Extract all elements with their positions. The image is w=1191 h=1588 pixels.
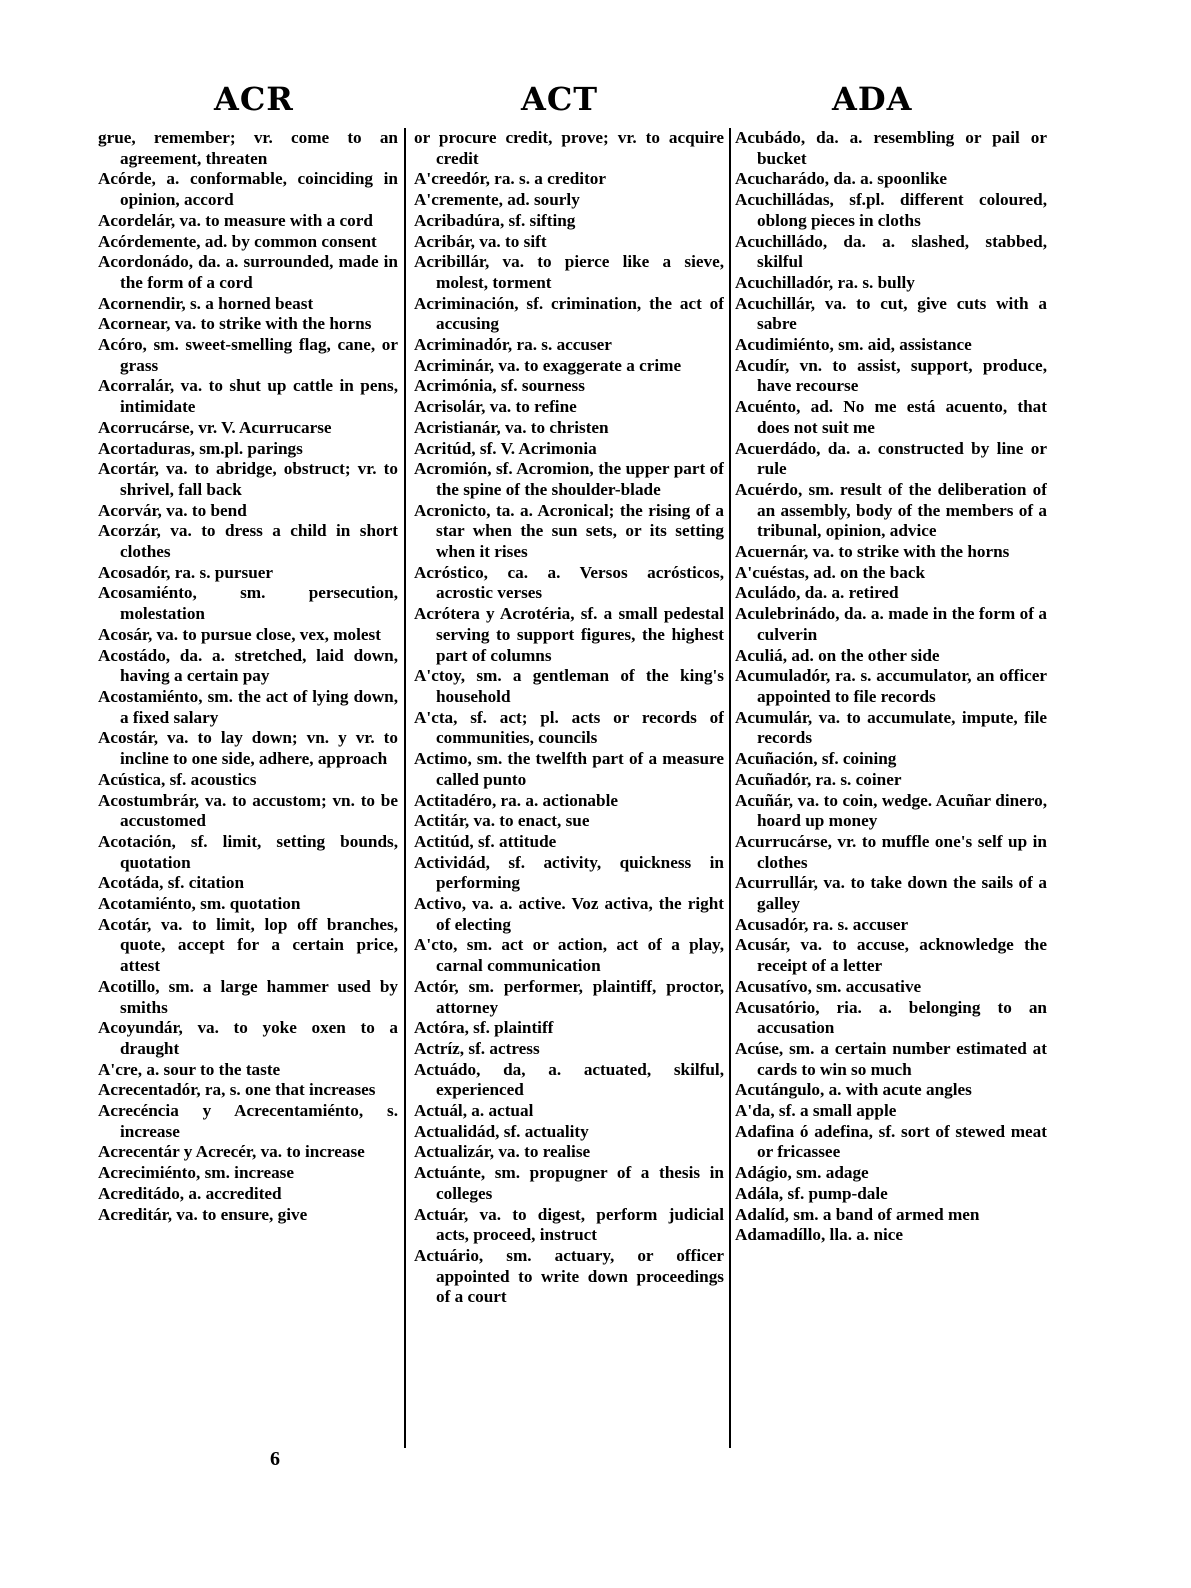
dictionary-entry: Acuchilládo, da. a. slashed, stabbed, skilful xyxy=(735,231,1047,272)
dictionary-entry: Acotáda, sf. citation xyxy=(98,873,245,893)
dictionary-entry: Acrecentár y Acrecér, va. to increase xyxy=(98,1142,365,1162)
dictionary-entry: Acromión, sf. Acromion, the upper part of the spine of the shoulder-blade xyxy=(414,459,724,499)
dictionary-entry: Aculiá, ad. on the other side xyxy=(735,645,940,665)
dictionary-entry: A'cremente, ad. sourly xyxy=(414,190,580,210)
dictionary-entry: A'da, sf. a small apple xyxy=(735,1101,897,1121)
dictionary-entry: Acúse, sm. a certain number estimated at cards to win so much xyxy=(735,1038,1047,1079)
dictionary-entry: Acrisolár, va. to refine xyxy=(414,397,577,417)
dictionary-entry: Acortaduras, sm.pl. parings xyxy=(98,438,303,458)
dictionary-entry: Acoyundár, va. to yoke oxen to a draught xyxy=(98,1018,398,1058)
dictionary-entry: Acusatívo, sm. accusative xyxy=(735,976,922,996)
dictionary-entry: Acostumbrár, va. to accustom; vn. to be accustomed xyxy=(98,790,398,831)
dictionary-entry: A'cta, sf. act; pl. acts or records of communities, councils xyxy=(414,707,724,748)
dictionary-entry: Acuchillár, va. to cut, give cuts with a sabre xyxy=(735,293,1047,334)
dictionary-entry: Acudír, vn. to assist, support, produce, have recourse xyxy=(735,355,1047,396)
dictionary-entry: Aculádo, da. a. retired xyxy=(735,583,899,603)
dictionary-entry: Actitár, va. to enact, sue xyxy=(414,811,590,831)
column-right xyxy=(735,128,1047,1448)
dictionary-entry: Actóra, sf. plaintiff xyxy=(414,1018,554,1038)
dictionary-entry: Acuñación, sf. coining xyxy=(735,749,897,769)
dictionary-entry: Acurrullár, va. to take down the sails of a galley xyxy=(735,873,1047,914)
header-center: ACT xyxy=(521,80,599,118)
dictionary-entry: Acústica, sf. acoustics xyxy=(98,769,257,789)
dictionary-entry: Actividád, sf. activity, quickness in performing xyxy=(414,852,724,893)
dictionary-entry: Acusadór, ra. s. accuser xyxy=(735,914,909,934)
dictionary-entry: Acucharádo, da. a. spoonlike xyxy=(735,169,948,189)
dictionary-entry: Acriminación, sf. crimination, the act of accusing xyxy=(414,293,724,334)
dictionary-entry: Acurrucárse, vr. to muffle one's self up in clothes xyxy=(735,831,1047,872)
dictionary-entry: Acribár, va. to sift xyxy=(414,231,547,251)
dictionary-entry: Acostamiénto, sm. the act of lying down, a fixed salary xyxy=(98,686,398,727)
dictionary-entry: Acuñadór, ra. s. coiner xyxy=(735,769,902,789)
dictionary-entry: Acotillo, sm. a large hammer used by smiths xyxy=(98,976,398,1017)
dictionary-entry: Acotamiénto, sm. quotation xyxy=(98,894,301,914)
dictionary-entry: Acróstico, ca. a. Versos acrósticos, acrostic verses xyxy=(414,562,724,603)
dictionary-entry: A'creedór, ra. s. a creditor xyxy=(414,169,607,189)
dictionary-entry: Actualidád, sf. actuality xyxy=(414,1121,589,1141)
dictionary-entry: or procure credit, prove; vr. to acquire credit xyxy=(414,128,724,168)
dictionary-entry: Acosamiénto, sm. persecution, molestation xyxy=(98,583,398,624)
dictionary-entry: Actór, sm. performer, plaintiff, proctor, attorney xyxy=(414,976,724,1017)
dictionary-entry: Acribillár, va. to pierce like a sieve, molest, torment xyxy=(414,252,724,292)
dictionary-entry: Actualizár, va. to realise xyxy=(414,1142,591,1162)
dictionary-entry: Acostádo, da. a. stretched, laid down, having a certain pay xyxy=(98,645,398,686)
dictionary-entry: Acusár, va. to accuse, acknowledge the receipt of a letter xyxy=(735,935,1047,976)
dictionary-entry: Acosadór, ra. s. pursuer xyxy=(98,562,274,582)
dictionary-entry: Actuário, sm. actuary, or officer appointed to write down proceedings of a court xyxy=(414,1245,724,1307)
dictionary-entry: Acosár, va. to pursue close, vex, molest xyxy=(98,624,381,644)
dictionary-entry: Actuár, va. to digest, perform judicial acts, proceed, instruct xyxy=(414,1204,724,1245)
running-headers xyxy=(0,80,1191,132)
dictionary-entry: Acuérdo, sm. result of the deliberation of an assembly, body of the members of a tribunal, opinion, advice xyxy=(735,479,1047,541)
dictionary-entry: Acronicto, ta. a. Acronical; the rising of a star when the sun sets, or its setting when it rises xyxy=(414,500,724,562)
dictionary-entry: A'cuéstas, ad. on the back xyxy=(735,562,926,582)
dictionary-entry: Actuál, a. actual xyxy=(414,1101,534,1121)
dictionary-entry: Adála, sf. pump-dale xyxy=(735,1183,888,1203)
dictionary-entry: Acuénto, ad. No me está acuento, that does not suit me xyxy=(735,397,1047,437)
dictionary-entry: Acorralár, va. to shut up cattle in pens, intimidate xyxy=(98,376,398,417)
dictionary-entry: Acostár, va. to lay down; vn. y vr. to incline to one side, adhere, approach xyxy=(98,728,398,769)
dictionary-entry: Activo, va. a. active. Voz activa, the right of electing xyxy=(414,894,724,934)
dictionary-entry: Acuerdádo, da. a. constructed by line or rule xyxy=(735,438,1047,479)
column-rule-left xyxy=(404,128,406,1448)
dictionary-entry: Acristianár, va. to christen xyxy=(414,417,609,437)
dictionary-entry: A'cre, a. sour to the taste xyxy=(98,1059,281,1079)
dictionary-entry: Adalíd, sm. a band of armed men xyxy=(735,1204,980,1224)
dictionary-entry: Acrimónia, sf. sourness xyxy=(414,376,585,396)
dictionary-entry: Acotación, sf. limit, setting bounds, quotation xyxy=(98,831,398,872)
dictionary-entry: Acordelár, va. to measure with a cord xyxy=(98,210,373,230)
column-center xyxy=(414,128,724,1448)
dictionary-entry: Acutángulo, a. with acute angles xyxy=(735,1080,972,1100)
dictionary-entry: Adágio, sm. adage xyxy=(735,1163,869,1183)
dictionary-entry: Adamadíllo, lla. a. nice xyxy=(735,1225,904,1245)
dictionary-entry: Acribadúra, sf. sifting xyxy=(414,210,576,230)
dictionary-entry: Acóro, sm. sweet-smelling flag, cane, or grass xyxy=(98,335,398,375)
dictionary-entry: Acudimiénto, sm. aid, assistance xyxy=(735,335,972,355)
dictionary-entry: Acumulár, va. to accumulate, impute, file records xyxy=(735,707,1047,748)
dictionary-entry: Actuánte, sm. propugner of a thesis in colleges xyxy=(414,1163,724,1203)
dictionary-entry: Acuñár, va. to coin, wedge. Acuñar dinero, hoard up money xyxy=(735,790,1047,831)
dictionary-entry: Actuádo, da, a. actuated, skilful, experienced xyxy=(414,1059,724,1100)
dictionary-entry: Actitadéro, ra. a. actionable xyxy=(414,790,618,810)
dictionary-entry: Acórde, a. conformable, coinciding in opinion, accord xyxy=(98,169,398,210)
dictionary-entry: Acornear, va. to strike with the horns xyxy=(98,314,372,334)
column-left xyxy=(98,128,398,1448)
dictionary-entry: Acriminadór, ra. s. accuser xyxy=(414,335,612,355)
dictionary-entry: Acreditár, va. to ensure, give xyxy=(98,1204,308,1224)
header-left: ACR xyxy=(214,80,294,118)
dictionary-entry: Acuernár, va. to strike with the horns xyxy=(735,542,1010,562)
page-number: 6 xyxy=(270,1448,280,1470)
dictionary-entry: Acotár, va. to limit, lop off branches, quote, accept for a certain price, attest xyxy=(98,914,398,976)
dictionary-entry: Acortár, va. to abridge, obstruct; vr. to shrivel, fall back xyxy=(98,459,398,499)
dictionary-entry: Acordonádo, da. a. surrounded, made in the form of a cord xyxy=(98,252,398,292)
dictionary-entry: Actitúd, sf. attitude xyxy=(414,831,557,851)
dictionary-entry: Acorrucárse, vr. V. Acurrucarse xyxy=(98,417,332,437)
dictionary-entry: Acórdemente, ad. by common consent xyxy=(98,231,377,251)
dictionary-entry: Acrecimiénto, sm. increase xyxy=(98,1163,295,1183)
dictionary-entry: Acorzár, va. to dress a child in short clothes xyxy=(98,521,398,562)
dictionary-entry: Acubádo, da. a. resembling or pail or bucket xyxy=(735,128,1047,168)
dictionary-entry: grue, remember; vr. come to an agreement, threaten xyxy=(98,128,398,168)
dictionary-entry: A'ctoy, sm. a gentleman of the king's household xyxy=(414,666,724,706)
dictionary-entry: Acrótera y Acrotéria, sf. a small pedestal serving to support figures, the highest part of columns xyxy=(414,604,724,665)
header-right: ADA xyxy=(832,80,913,118)
dictionary-entry: Acumuladór, ra. s. accumulator, an officer appointed to file records xyxy=(735,666,1047,706)
dictionary-entry: Acornendir, s. a horned beast xyxy=(98,293,314,313)
column-rule-right xyxy=(729,128,731,1448)
dictionary-entry: Acuchilládas, sf.pl. different coloured, oblong pieces in cloths xyxy=(735,190,1047,230)
dictionary-entry: Acritúd, sf. V. Acrimonia xyxy=(414,438,597,458)
dictionary-entry: Acuchilladór, ra. s. bully xyxy=(735,272,915,292)
dictionary-entry: Acusatório, ria. a. belonging to an accusation xyxy=(735,997,1047,1038)
dictionary-entry: Actimo, sm. the twelfth part of a measure called punto xyxy=(414,749,724,789)
dictionary-entry: Aculebrinádo, da. a. made in the form of a culverin xyxy=(735,604,1047,644)
dictionary-entry: Acriminár, va. to exaggerate a crime xyxy=(414,355,682,375)
dictionary-entry: A'cto, sm. act or action, act of a play, carnal communication xyxy=(414,935,724,976)
dictionary-entry: Acreditádo, a. accredited xyxy=(98,1183,282,1203)
dictionary-entry: Adafina ó adefina, sf. sort of stewed meat or fricassee xyxy=(735,1121,1047,1162)
dictionary-entry: Actríz, sf. actress xyxy=(414,1038,540,1058)
dictionary-entry: Acorvár, va. to bend xyxy=(98,500,247,520)
dictionary-entry: Acrecentadór, ra, s. one that increases xyxy=(98,1080,376,1100)
dictionary-entry: Acrecéncia y Acrecentamiénto, s. increase xyxy=(98,1101,398,1141)
